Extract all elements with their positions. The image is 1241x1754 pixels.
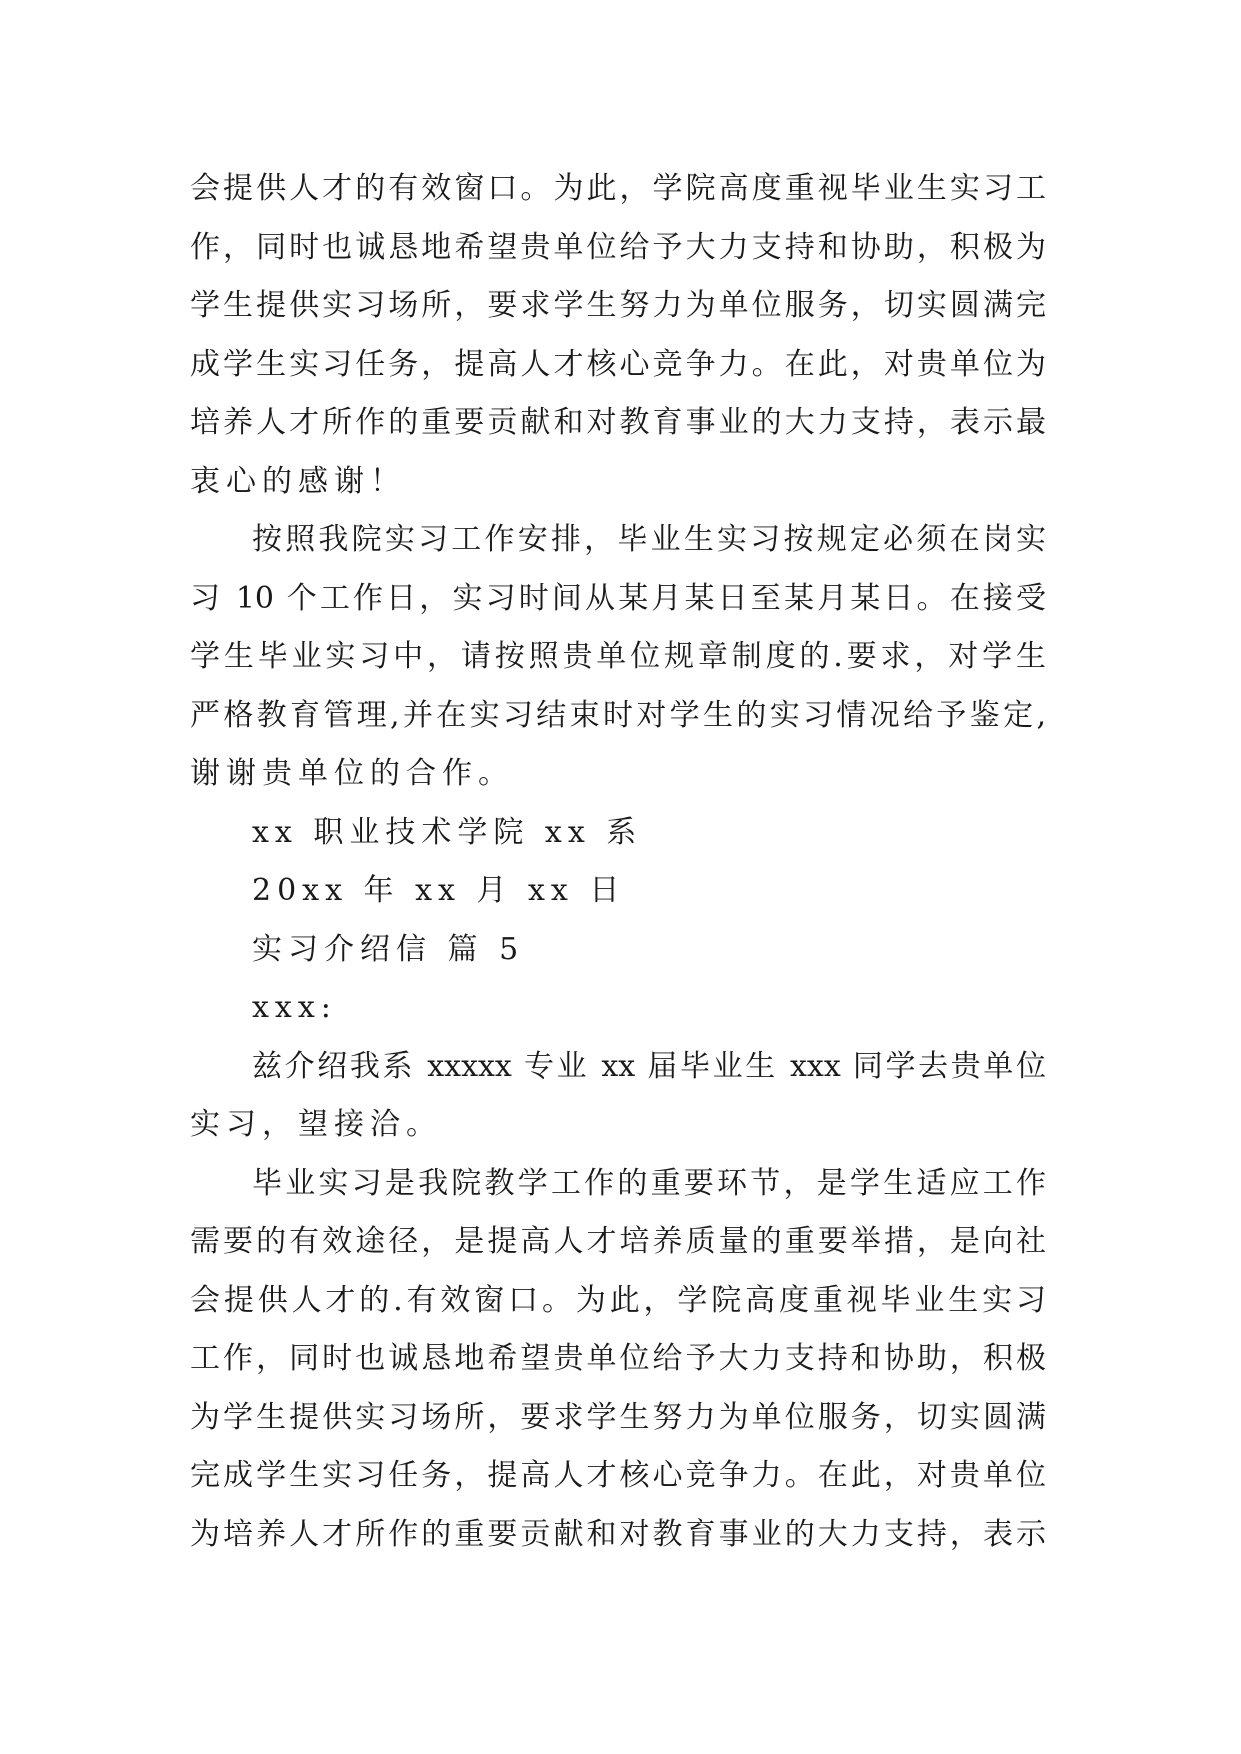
- letter-body: [190, 160, 1046, 1564]
- body-line: 为学生提供实习场所，要求学生努力为单位服务，切实圆满: [190, 1399, 1046, 1435]
- signature-department: xx 职业技术学院 xx 系: [252, 814, 643, 850]
- paragraph-first-line: 毕业实习是我院教学工作的重要环节，是学生适应工作: [252, 1165, 1046, 1201]
- body-line: 培养人才所作的重要贡献和对教育事业的大力支持，表示最: [190, 405, 1046, 440]
- salutation: xxx:: [252, 990, 337, 1025]
- body-line: 学生毕业实习中，请按照贵单位规章制度的.要求，对学生: [190, 639, 1046, 674]
- body-line: 会提供人才的.有效窗口。为此，学院高度重视毕业生实习: [190, 1282, 1046, 1318]
- paragraph-first-line: 按照我院实习工作安排，毕业生实习按规定必须在岗实: [252, 522, 1046, 557]
- body-line: 工作，同时也诚恳地希望贵单位给予大力支持和协助，积极: [190, 1341, 1046, 1376]
- body-line: 实习，望接洽。: [190, 1107, 442, 1142]
- signature-date: 20xx 年 xx 月 xx 日: [252, 873, 626, 908]
- body-line: 习 10 个工作日，实习时间从某月某日至某月某日。在接受: [190, 580, 1046, 616]
- body-line: 完成学生实习任务，提高人才核心竞争力。在此，对贵单位: [190, 1458, 1046, 1493]
- body-line: 为培养人才所作的重要贡献和对教育事业的大力支持，表示: [190, 1516, 1046, 1552]
- body-line: 衷心的感谢！: [190, 463, 406, 499]
- body-line: 严格教育管理,并在实习结束时对学生的实习情况给予鉴定,: [190, 697, 1046, 733]
- paragraph-first-line: 兹介绍我系 xxxxx 专业 xx 届毕业生 xxx 同学去贵单位: [252, 1048, 1046, 1084]
- body-line: 成学生实习任务，提高人才核心竞争力。在此，对贵单位为: [190, 346, 1046, 382]
- section-heading: 实习介绍信 篇 5: [252, 931, 525, 967]
- body-line: 会提供人才的有效窗口。为此，学院高度重视毕业生实习工: [190, 171, 1046, 206]
- body-line: 学生提供实习场所，要求学生努力为单位服务，切实圆满完: [190, 288, 1046, 323]
- body-line: 谢谢贵单位的合作。: [190, 756, 514, 791]
- body-line: 需要的有效途径，是提高人才培养质量的重要举措，是向社: [190, 1224, 1046, 1259]
- body-line: 作，同时也诚恳地希望贵单位给予大力支持和协助，积极为: [190, 229, 1046, 265]
